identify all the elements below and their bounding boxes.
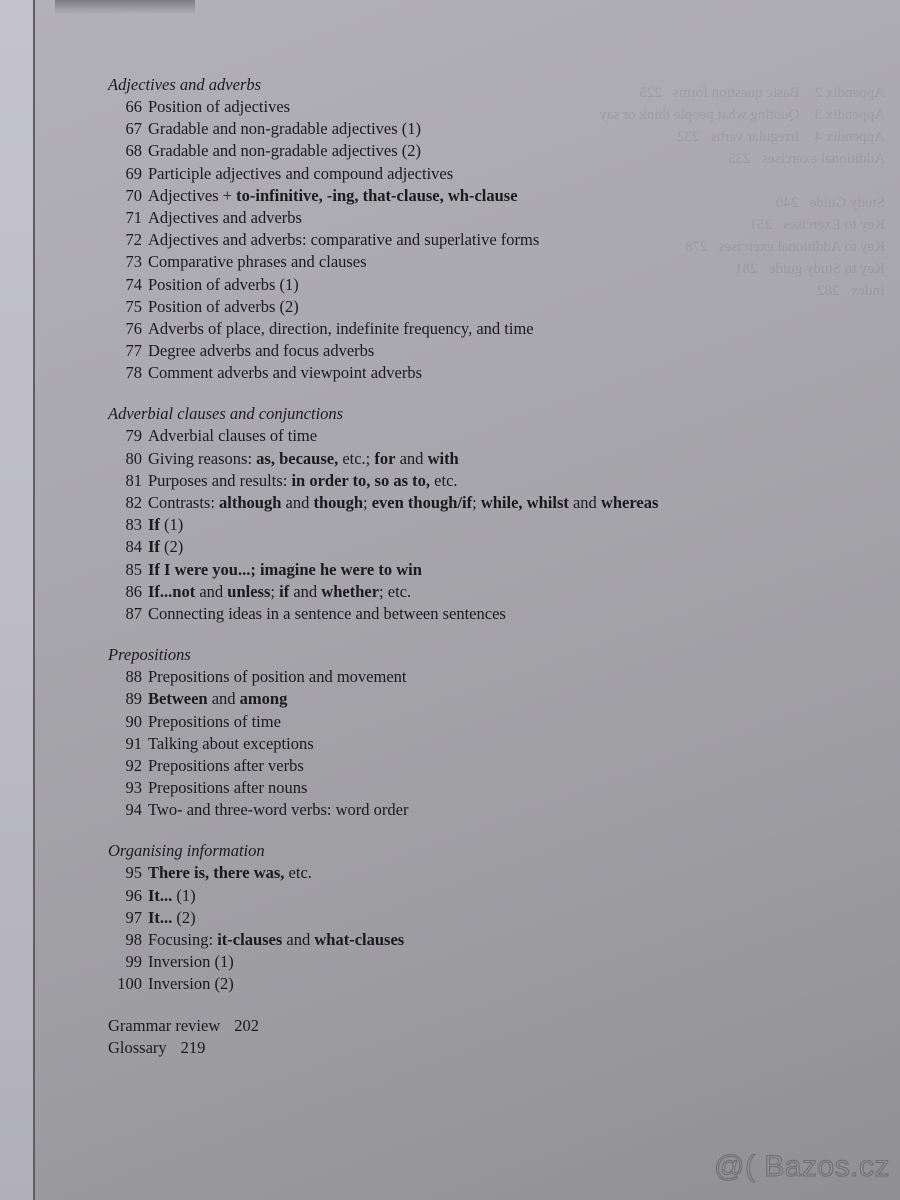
back-matter-entry (108, 1015, 808, 1037)
unit-number: 69 (125, 163, 142, 183)
toc-entry (108, 448, 808, 470)
keyword-bold: If...not (148, 581, 196, 601)
toc-entry (108, 163, 808, 185)
toc-entry (108, 296, 808, 318)
unit-title-text: Inversion (1) (148, 952, 234, 972)
section-title: Prepositions (108, 645, 191, 665)
keyword-bold: although (219, 493, 282, 512)
unit-title (148, 362, 422, 384)
toc-entry (108, 666, 808, 688)
unit-title (148, 185, 518, 207)
section-title: Adverbial clauses and conjunctions (108, 404, 344, 424)
unit-number: 100 (117, 974, 142, 994)
toc-entry (108, 755, 808, 777)
toc-entry (108, 514, 808, 536)
keyword-bold: whether (321, 581, 380, 601)
toc-section (108, 74, 808, 384)
unit-title-text: ; (363, 493, 372, 512)
unit-number: 81 (125, 470, 142, 490)
unit-title-text: Prepositions of position and movement (148, 667, 407, 687)
back-matter-label: Glossary (108, 1037, 167, 1057)
unit-title-text: etc. (430, 470, 458, 490)
unit-title-text: Comment adverbs and viewpoint adverbs (148, 363, 423, 383)
page-number: 202 (234, 1015, 259, 1035)
unit-title-text: Prepositions of time (148, 711, 281, 731)
unit-title-text: Adjectives and adverbs (148, 207, 302, 227)
toc-entry (108, 251, 808, 273)
unit-title (148, 514, 183, 536)
unit-title (148, 536, 183, 558)
unit-title-text: etc. (284, 863, 312, 883)
unit-number: 92 (125, 755, 142, 775)
unit-title-text: Talking about exceptions (148, 733, 314, 753)
toc-entry (108, 973, 808, 995)
back-matter-entry (108, 1037, 808, 1059)
unit-title (148, 163, 453, 185)
toc-entry (108, 733, 808, 755)
unit-number: 79 (125, 426, 142, 446)
unit-number: 99 (125, 952, 142, 972)
unit-number: 94 (125, 800, 142, 820)
unit-title-text: Prepositions after nouns (148, 778, 308, 798)
unit-number: 71 (125, 207, 142, 227)
unit-title (148, 885, 196, 907)
table-of-contents (108, 74, 808, 1059)
keyword-bold: It... (148, 885, 173, 905)
unit-number: 87 (125, 603, 142, 623)
keyword-bold: If (148, 515, 160, 535)
unit-title (148, 733, 314, 755)
unit-title-text: (1) (172, 885, 196, 905)
unit-number: 70 (125, 185, 142, 205)
section-title: Organising information (108, 841, 265, 861)
watermark: @( Bazos.cz (714, 1150, 890, 1183)
keyword-bold: If (148, 537, 160, 557)
unit-title-text: Participle adjectives and compound adjectives (148, 163, 454, 183)
unit-number: 66 (125, 97, 142, 116)
toc-entry (108, 907, 808, 929)
unit-number: 72 (125, 230, 142, 250)
unit-title (148, 688, 287, 710)
toc-entry (108, 96, 808, 118)
keyword-bold: though (313, 493, 364, 512)
keyword-bold: it-clauses (217, 930, 283, 949)
unit-title (148, 207, 302, 229)
unit-title-text: Purposes and results: (148, 470, 292, 490)
unit-title (148, 559, 422, 581)
unit-number: 86 (125, 581, 142, 601)
section-title: Adjectives and adverbs (108, 75, 262, 94)
back-matter-label: Grammar review (108, 1015, 221, 1035)
unit-title-text: and (281, 493, 314, 512)
unit-title-text: and (195, 581, 228, 601)
unit-title (148, 581, 411, 603)
unit-title-text: Position of adjectives (148, 97, 291, 116)
unit-number: 68 (125, 141, 142, 161)
unit-title (148, 425, 317, 447)
keyword-bold: unless (227, 581, 271, 601)
unit-title (148, 274, 299, 296)
unit-number: 77 (125, 341, 142, 361)
unit-number: 97 (125, 907, 142, 927)
unit-title-text: Adjectives + (148, 185, 237, 205)
unit-title (148, 448, 459, 470)
toc-entry (108, 207, 808, 229)
keyword-bold: whereas (600, 493, 659, 512)
toc-entry (108, 777, 808, 799)
unit-title-text: Prepositions after verbs (148, 755, 304, 775)
page-shadow (55, 0, 195, 14)
toc-entry (108, 799, 808, 821)
toc-entry (108, 862, 808, 884)
unit-title (148, 603, 506, 625)
unit-title-text: Gradable and non-gradable adjectives (1) (148, 119, 422, 139)
toc-entry (108, 951, 808, 973)
keyword-bold: It... (148, 907, 173, 927)
toc-entry (108, 603, 808, 625)
keyword-bold: There is, there was, (148, 863, 285, 883)
unit-number: 90 (125, 711, 142, 731)
toc-entry (108, 711, 808, 733)
unit-title (148, 296, 299, 318)
unit-number: 82 (125, 493, 142, 512)
unit-title-text: ; (472, 493, 481, 512)
unit-number: 73 (125, 252, 142, 272)
unit-number: 89 (125, 689, 142, 709)
unit-title (148, 492, 658, 514)
page-number: 219 (180, 1037, 206, 1057)
toc-entry (108, 929, 808, 951)
unit-number: 93 (125, 778, 142, 798)
toc-entry (108, 688, 808, 710)
keyword-bold: for (374, 448, 396, 468)
keyword-bold: what-clauses (314, 930, 405, 949)
toc-section (108, 403, 808, 625)
toc-entry (108, 559, 808, 581)
unit-title-text: etc.; (338, 448, 375, 468)
unit-number: 80 (125, 448, 142, 468)
unit-title (148, 711, 281, 733)
unit-title (148, 318, 534, 340)
unit-number: 76 (125, 318, 142, 338)
unit-number: 88 (125, 667, 142, 687)
unit-title (148, 929, 404, 951)
keyword-bold: Between (148, 689, 208, 709)
unit-title-text: Giving reasons: (148, 448, 257, 468)
unit-title-text: Comparative phrases and clauses (148, 252, 367, 272)
unit-title (148, 799, 408, 821)
unit-title-text: Inversion (2) (148, 974, 234, 994)
toc-entry (108, 425, 808, 447)
unit-title (148, 118, 421, 140)
toc-entry (108, 581, 808, 603)
toc-entry (108, 340, 808, 362)
unit-number: 83 (125, 515, 142, 535)
unit-title-text: Adverbs of place, direction, indefinite frequency, and time (148, 318, 534, 338)
unit-title-text: (2) (159, 537, 184, 557)
unit-title-text: (1) (159, 515, 184, 535)
toc-entry (108, 362, 808, 384)
unit-title-text: Two- and three-word verbs: word order (148, 800, 409, 820)
unit-title (148, 777, 307, 799)
unit-number: 75 (125, 296, 142, 316)
unit-title (148, 140, 421, 162)
unit-number: 84 (125, 537, 142, 557)
unit-title-text: ; etc. (379, 581, 412, 601)
unit-title-text: Adverbial clauses of time (148, 426, 318, 446)
keyword-bold: in order to, so as to, (291, 470, 431, 490)
unit-title-text: Gradable and non-gradable adjectives (2) (148, 141, 422, 161)
keyword-bold: as, because, (256, 448, 339, 468)
unit-title-text: ; (270, 581, 280, 601)
keyword-bold: if (279, 581, 290, 601)
unit-title-text: Focusing: (148, 930, 218, 949)
toc-entry (108, 492, 808, 514)
unit-title (148, 951, 234, 973)
keyword-bold: even though/if (371, 493, 473, 512)
unit-title (148, 907, 196, 929)
unit-title-text: (2) (172, 907, 196, 927)
unit-title-text: Degree adverbs and focus adverbs (148, 341, 375, 361)
toc-entry (108, 536, 808, 558)
unit-number: 98 (125, 930, 142, 949)
unit-title-text: and (395, 448, 428, 468)
unit-title (148, 340, 374, 362)
unit-number: 85 (125, 559, 142, 579)
book-edge (0, 0, 33, 1200)
toc-entry (108, 885, 808, 907)
toc-entry (108, 470, 808, 492)
keyword-bold: with (427, 448, 459, 468)
unit-title-text: and (282, 930, 315, 949)
unit-number: 78 (125, 363, 142, 383)
toc-entry (108, 318, 808, 340)
unit-title (148, 229, 539, 251)
toc-entry (108, 140, 808, 162)
unit-title (148, 862, 312, 884)
unit-title-text: Connecting ideas in a sentence and between sentences (148, 603, 506, 623)
toc-entry (108, 229, 808, 251)
unit-number: 74 (125, 274, 142, 294)
unit-title-text: Position of adverbs (2) (148, 296, 299, 316)
unit-title (148, 666, 406, 688)
unit-number: 91 (125, 733, 142, 753)
keyword-bold: while, whilst (480, 493, 569, 512)
unit-title-text: Contrasts: (148, 493, 220, 512)
unit-title-text: and (207, 689, 240, 709)
back-matter (108, 1015, 808, 1059)
keyword-bold: If I were you...; imagine he were to win (148, 559, 422, 579)
toc-section (108, 644, 808, 821)
show-through-text: Appendix 2 Basic question forms 225 Appendix 3 Quoting what people think or say Appendix 4 Irregular verbs 232 Additional exercises 235 Study Guide 240 Key to Exercises 251 Key to Additional exercises 278 Key to Study guide 281 Index 282 (599, 85, 885, 299)
keyword-bold: among (239, 689, 288, 709)
unit-title-text: and (568, 493, 601, 512)
toc-entry (108, 185, 808, 207)
unit-number: 95 (125, 863, 142, 883)
unit-title-text: Position of adverbs (1) (148, 274, 299, 294)
unit-title (148, 973, 234, 995)
unit-title (148, 470, 458, 492)
unit-title (148, 755, 304, 777)
toc-section (108, 840, 808, 995)
unit-number: 96 (125, 885, 142, 905)
unit-title-text: Adjectives and adverbs: comparative and superlative forms (148, 230, 540, 250)
unit-number: 67 (125, 119, 142, 139)
toc-entry (108, 118, 808, 140)
unit-title (148, 96, 290, 118)
toc-entry (108, 274, 808, 296)
unit-title-text: and (289, 581, 322, 601)
unit-title (148, 251, 367, 273)
keyword-bold: to-infinitive, -ing, that-clause, wh-clause (236, 185, 518, 205)
